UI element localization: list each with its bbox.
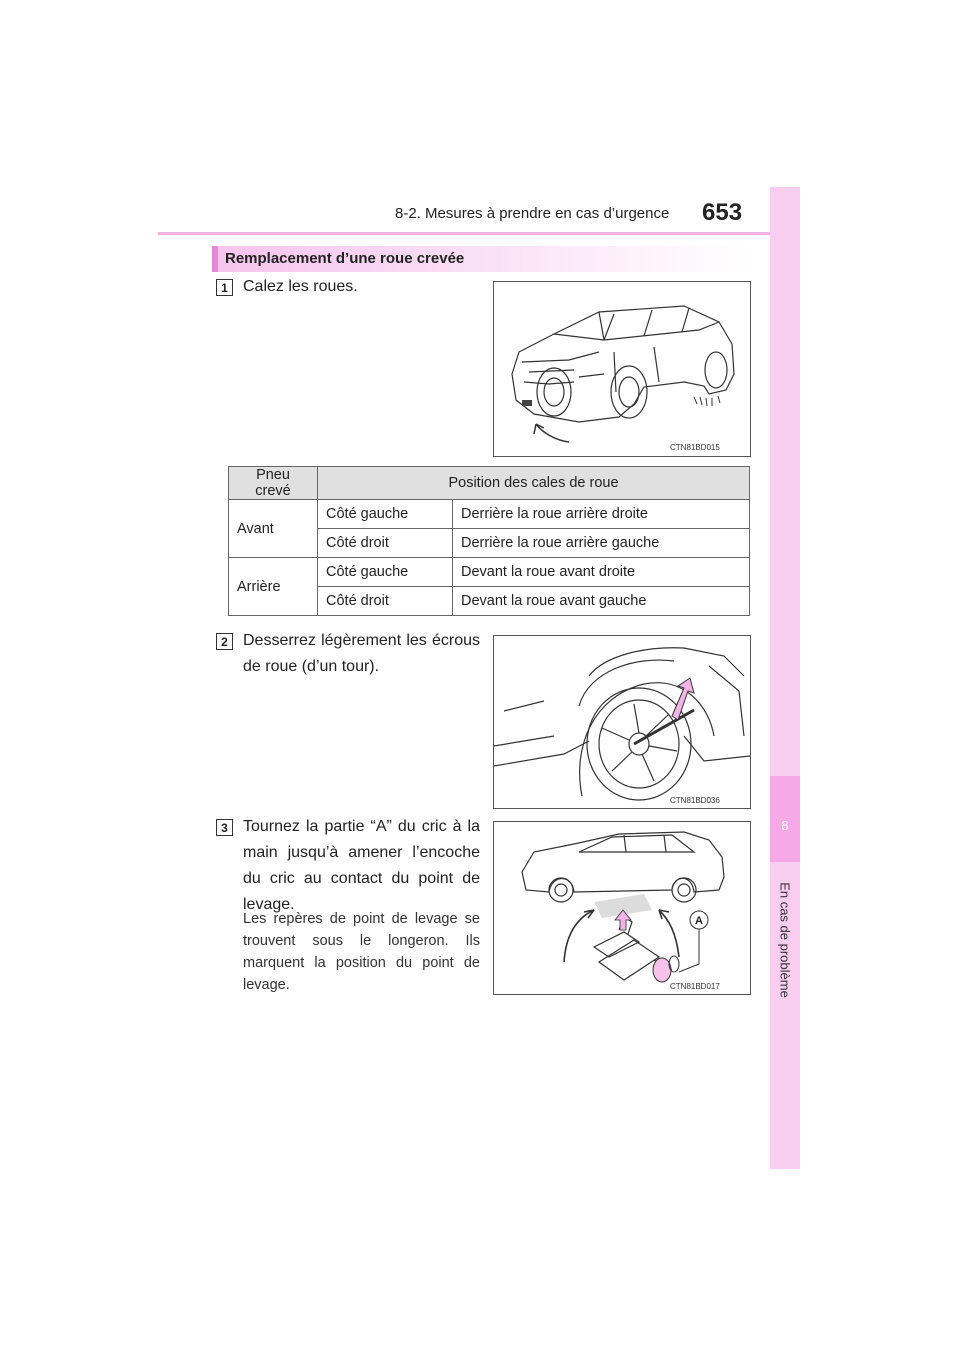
- figure-label-a: A: [695, 915, 703, 927]
- header-divider: [158, 232, 798, 235]
- page-number: 653: [702, 199, 743, 226]
- figure-code-2: CTN81BD036: [670, 796, 720, 805]
- suv-chocked-illustration: [494, 282, 750, 456]
- section-title: Remplacement d’une roue crevée: [225, 250, 465, 267]
- header-chock-position: Position des cales de roue: [318, 467, 750, 500]
- figure-code-3: CTN81BD017: [670, 982, 720, 991]
- row-side: Côté gauche: [318, 558, 453, 587]
- step-1-text: Calez les roues.: [243, 278, 358, 295]
- table-row: [229, 558, 750, 587]
- step-3-note: Les repères de point de levage se trouvent sous le longeron. Ils marquent la position du point de levage.: [243, 911, 480, 993]
- step-number-1: 1: [216, 279, 233, 296]
- row-position: Devant la roue avant gauche: [453, 587, 750, 616]
- header-flat-tire: Pneu crevé: [229, 467, 318, 500]
- row-position: Derrière la roue arrière droite: [453, 500, 750, 529]
- row-side: Côté droit: [318, 529, 453, 558]
- jack-lift-point-illustration: [494, 822, 750, 994]
- wheel-chock-table: [228, 466, 750, 616]
- step-number-3: 3: [216, 819, 233, 836]
- row-side: Côté gauche: [318, 500, 453, 529]
- chapter-number: 8: [781, 818, 789, 833]
- row-position: Derrière la roue arrière gauche: [453, 529, 750, 558]
- wheel-wrench-illustration: [494, 636, 750, 808]
- table-header-row: [229, 467, 750, 500]
- step-2-text: Desserrez légèrement les écrous de roue (d’un tour).: [243, 632, 480, 675]
- figure-jack: [493, 821, 751, 995]
- figure-loosen-nuts: [493, 635, 751, 809]
- figure-code-1: CTN81BD015: [670, 443, 720, 452]
- chapter-tab-strip: [770, 187, 800, 1169]
- row-group-rear: Arrière: [229, 558, 318, 616]
- step-number-2: 2: [216, 633, 233, 650]
- row-group-front: Avant: [229, 500, 318, 558]
- row-position: Devant la roue avant droite: [453, 558, 750, 587]
- figure-wheel-chocks: [493, 281, 751, 457]
- row-side: Côté droit: [318, 587, 453, 616]
- running-header: 8-2. Mesures à prendre en cas d’urgence: [395, 205, 670, 222]
- table-row: [229, 500, 750, 529]
- step-3-text: Tournez la partie “A” du cric à la main jusqu’à amener l’encoche du cric au contact du point de levage.: [243, 818, 480, 913]
